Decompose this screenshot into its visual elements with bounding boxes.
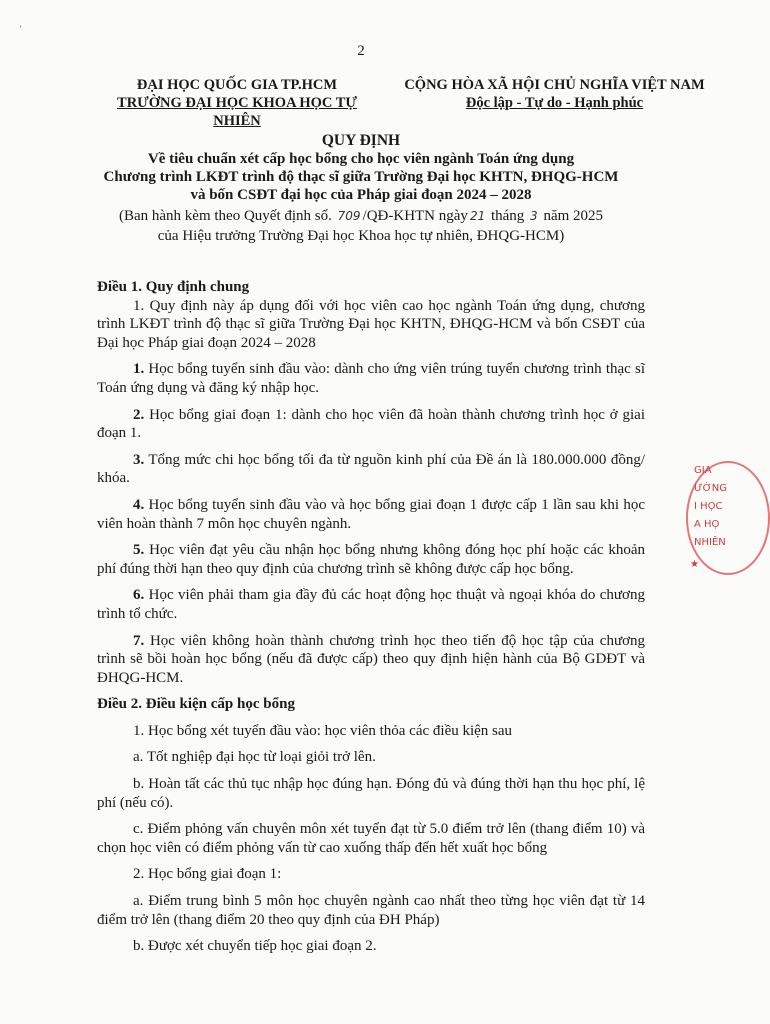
star-icon: ★ [690,559,699,570]
list-item: 5. Học viên đạt yêu cầu nhận học bổng nhưng không đóng học phí hoặc các khoản phí đúng thời hạn theo quy định của chương trình sẽ không được cấp học bổng. [97,542,645,577]
promulgation-part-4: năm 2025 [543,208,604,224]
document-body [97,278,645,956]
promulgation-part-1: (Ban hành kèm theo Quyết định số. [118,208,332,224]
stamp-text: A HỌ [694,519,720,530]
header-left [92,76,382,130]
list-item: 3. Tổng mức chi học bổng tối đa từ nguồn kinh phí của Đề án là 180.000.000 đồng/ khóa. [97,451,645,487]
article-2-heading: Điều 2. Điều kiện cấp học bổng [97,696,295,713]
section-2-heading: 2. Học bổng giai đoạn 1: [133,866,282,883]
list-item: b. Được xét chuyển tiếp học giai đoạn 2. [133,938,377,955]
stamp-text: ƯỜNG [694,483,727,494]
article-1-intro: 1. Quy định này áp dụng đối với học viên cao học ngành Toán ứng dụng, chương trình LKĐT trình độ thạc sĩ giữa Trường Đại học KHTN, ĐHQG-HCM và bốn CSĐT của Đại học Pháp giai đoạn 2024 – 2028 [97,297,645,351]
title-line-3: và bốn CSĐT đại học của Pháp giai đoạn 2024 – 2028 [190,187,532,203]
national-motto: Độc lập - Tự do - Hạnh phúc [465,95,644,111]
promulgation-part-3: tháng [490,208,525,224]
decision-day: 21 [469,209,486,223]
section-1-heading: 1. Học bổng xét tuyển đầu vào: học viên thỏa các điều kiện sau [133,722,513,739]
list-item: b. Hoàn tất các thủ tục nhập học đúng hạn. Đóng đủ và đúng thời hạn thu học phí, lệ phí (nếu có). [97,776,645,811]
decision-number: 709 [337,209,361,223]
promulgation-note [60,206,662,246]
list-item: 1. Học bổng tuyển sinh đầu vào: dành cho ứng viên trúng tuyển chương trình thạc sĩ Toán ứng dụng và đăng ký nhập học. [97,361,645,396]
decision-month: 3 [530,209,538,223]
title-line-1: Về tiêu chuẩn xét cấp học bổng cho học viên ngành Toán ứng dụng [147,151,575,167]
promulgation-line-2: của Hiệu trưởng Trường Đại học Khoa học tự nhiên, ĐHQG-HCM) [157,228,565,244]
official-stamp [680,455,750,585]
list-item: c. Điểm phỏng vấn chuyên môn xét tuyển đạt từ 5.0 điểm trở lên (thang điểm 10) và chọn học viên có điểm phỏng vấn từ cao xuống thấp đến hết xuất học bổng [97,821,645,856]
title-line-2: Chương trình LKĐT trình độ thạc sĩ giữa Trường Đại học KHTN, ĐHQG-HCM [103,169,619,185]
stamp-text: I HỌC [694,501,723,512]
page-number: 2 [357,43,365,59]
list-item: a. Điểm trung bình 5 môn học chuyên ngành cao nhất theo từng học viên đạt từ 14 điểm trở lên (thang điểm 20 theo quy định của ĐH Pháp) [97,893,645,928]
list-item: 4. Học bổng tuyển sinh đầu vào và học bổng giai đoạn 1 được cấp 1 lần sau khi học viên hoàn thành 7 môn học chuyên ngành. [97,496,645,532]
list-item: 7. Học viên không hoàn thành chương trình học theo tiến độ học tập của chương trình sẽ bồi hoàn học bổng (nếu đã được cấp) theo quy định hiện hành của Bộ GDĐT và ĐHQG-HCM. [97,632,646,686]
promulgation-part-2: /QĐ-KHTN ngày [362,208,468,224]
document-title [60,132,662,204]
list-item: a. Tốt nghiệp đại học từ loại giỏi trở lên. [133,749,376,766]
country-name: CỘNG HÒA XÃ HỘI CHỦ NGHĨA VIỆT NAM [404,77,705,93]
faculty-name: TRƯỜNG ĐẠI HỌC KHOA HỌC TỰ NHIÊN [117,95,357,129]
stamp-text: NHIÊN [694,537,726,548]
stray-mark: ' [20,24,22,34]
header-right [392,76,717,112]
article-1-heading: Điều 1. Quy định chung [97,279,250,295]
university-name: ĐẠI HỌC QUỐC GIA TP.HCM [136,77,338,93]
title-main: QUY ĐỊNH [321,132,401,149]
stamp-text: GIA [694,465,712,476]
list-item: 2. Học bổng giai đoạn 1: dành cho học viên đã hoàn thành chương trình học ở giai đoạn 1. [97,406,646,442]
list-item: 6. Học viên phải tham gia đầy đủ các hoạt động học thuật và ngoại khóa do chương trình tổ chức. [97,587,645,622]
promulgation-line-1 [60,206,662,226]
